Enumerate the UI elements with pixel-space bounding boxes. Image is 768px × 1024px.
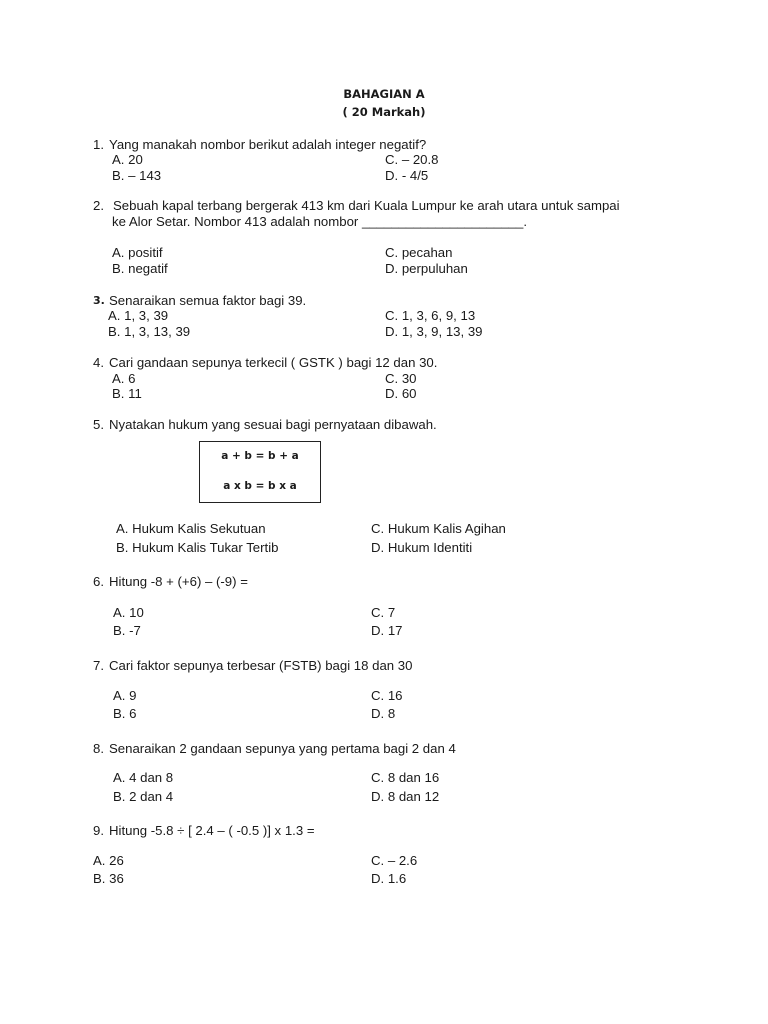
question-number: 8. bbox=[93, 741, 104, 756]
option-b: B. 36 bbox=[93, 871, 124, 886]
option-a: A. 20 bbox=[112, 152, 143, 167]
option-b: B. 2 dan 4 bbox=[113, 789, 174, 804]
option-b: B. – 143 bbox=[112, 168, 162, 183]
option-c: C. – 20.8 bbox=[385, 152, 439, 167]
option-d: D. 8 dan 12 bbox=[371, 789, 440, 804]
option-d: D. 1, 3, 9, 13, 39 bbox=[385, 324, 483, 339]
option-a: A. 9 bbox=[113, 688, 137, 703]
statement-addition: a + b = b + a bbox=[221, 450, 299, 462]
option-b: B. Hukum Kalis Tukar Tertib bbox=[116, 540, 279, 555]
option-b: B. -7 bbox=[113, 623, 141, 638]
option-c: C. 7 bbox=[371, 605, 396, 620]
option-a: A. 26 bbox=[93, 853, 124, 868]
question-text: Nyatakan hukum yang sesuai bagi pernyataan dibawah. bbox=[109, 417, 437, 432]
question-text: Cari gandaan sepunya terkecil ( GSTK ) bagi 12 dan 30. bbox=[109, 355, 438, 370]
section-title: BAHAGIAN A bbox=[343, 87, 425, 101]
option-b: B. 11 bbox=[112, 386, 142, 401]
option-b: B. 1, 3, 13, 39 bbox=[108, 324, 191, 339]
option-c: C. – 2.6 bbox=[371, 853, 418, 868]
option-c: C. 30 bbox=[385, 371, 417, 386]
question-text: Senaraikan semua faktor bagi 39. bbox=[109, 293, 307, 308]
option-c: C. 8 dan 16 bbox=[371, 770, 440, 785]
option-a: A. 1, 3, 39 bbox=[108, 308, 169, 323]
option-d: D. Hukum Identiti bbox=[371, 540, 473, 555]
statement-multiplication: a x b = b x a bbox=[223, 480, 297, 492]
law-statement-box bbox=[199, 441, 321, 503]
option-a: A. 4 dan 8 bbox=[113, 770, 174, 785]
option-d: D. 60 bbox=[385, 386, 417, 401]
option-d: D. perpuluhan bbox=[385, 261, 468, 276]
question-number: 4. bbox=[93, 355, 104, 370]
question-text: Cari faktor sepunya terbesar (FSTB) bagi 18 dan 30 bbox=[109, 658, 413, 673]
question-number: 3. bbox=[93, 294, 105, 307]
option-c: C. 1, 3, 6, 9, 13 bbox=[385, 308, 476, 323]
question-number: 7. bbox=[93, 658, 104, 673]
question-number: 6. bbox=[93, 574, 104, 589]
question-text: Senaraikan 2 gandaan sepunya yang pertama bagi 2 dan 4 bbox=[109, 741, 456, 756]
question-text: Hitung -8 + (+6) – (-9) = bbox=[109, 574, 248, 589]
question-text: Yang manakah nombor berikut adalah integer negatif? bbox=[109, 137, 427, 152]
option-d: D. 17 bbox=[371, 623, 403, 638]
option-a: A. Hukum Kalis Sekutuan bbox=[116, 521, 266, 536]
option-b: B. negatif bbox=[112, 261, 168, 276]
option-d: D. 1.6 bbox=[371, 871, 407, 886]
question-number: 5. bbox=[93, 417, 104, 432]
section-marks: ( 20 Markah) bbox=[342, 105, 426, 119]
option-d: D. 8 bbox=[371, 706, 396, 721]
option-a: A. positif bbox=[112, 245, 163, 260]
question-text: Sebuah kapal terbang bergerak 413 km dari Kuala Lumpur ke arah utara untuk sampai bbox=[113, 198, 620, 213]
question-number: 1. bbox=[93, 137, 104, 152]
question-text: Hitung -5.8 ÷ [ 2.4 – ( -0.5 )] x 1.3 = bbox=[109, 823, 315, 838]
option-a: A. 10 bbox=[113, 605, 144, 620]
question-number: 2. bbox=[93, 198, 104, 213]
option-a: A. 6 bbox=[112, 371, 136, 386]
option-c: C. Hukum Kalis Agihan bbox=[371, 521, 506, 536]
option-c: C. pecahan bbox=[385, 245, 453, 260]
option-d: D. - 4/5 bbox=[385, 168, 429, 183]
option-c: C. 16 bbox=[371, 688, 403, 703]
question-text-line-2: ke Alor Setar. Nombor 413 adalah nombor ______________________. bbox=[112, 214, 527, 229]
option-b: B. 6 bbox=[113, 706, 137, 721]
question-number: 9. bbox=[93, 823, 104, 838]
